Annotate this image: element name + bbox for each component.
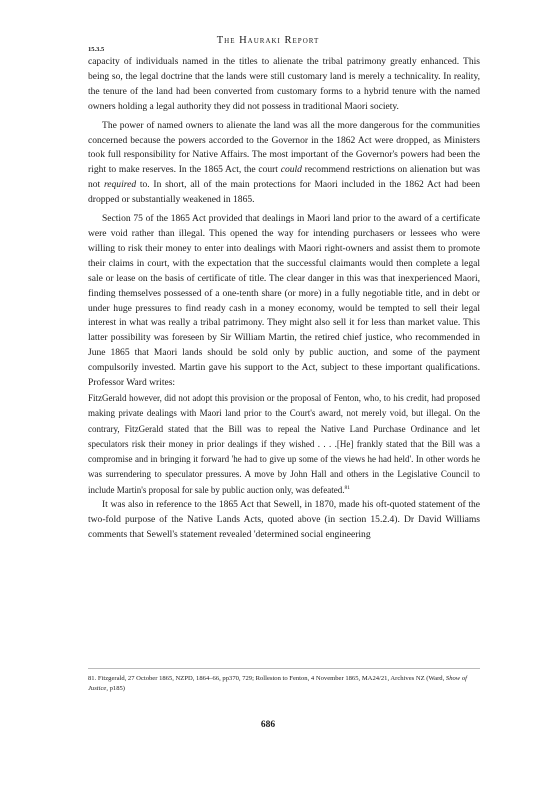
paragraph-2-text-a: The power of named owners to alienate the land was all the more dangerous for the communities concerned because the powers accorded to the Governor in the 1862 Act were dropped, as Ministers took full responsibility for Native Affairs. The most important of the Governor's powers had been the right to make reserves. In the 1865 Act, the court [88, 119, 480, 176]
emphasis-could: could [280, 164, 302, 176]
footnote-text-a: Fitzgerald, 27 October 1865, NZPD, 1864–66, pp370, 729; Rolleston to Fenton, 4 November 1865, MA24/21, Archives NZ (Ward, [97, 675, 445, 682]
footnote-ref: 81 [344, 484, 350, 491]
page-number: 686 [260, 720, 276, 730]
paragraph-3: Section 75 of the 1865 Act provided that dealings in Maori land prior to the award of a certificate were void rather than illegal. This opened the way for intending purchasers or lessees who were willing to risk their money to enter into dealings with Maori right-owners and assist them to promote their claims in court, with the expectation that the successful claimants would then complete a legal sale or lease on the basis of certificate of title. The clear danger in this was that inexperienced Maori, finding themselves possessed of a one-tenth share (or more) in a fully negotiable title, and in debt or under huge pressures to find ready cash in a money economy, would be tempted to sell their legal interest in what was really a tribal patrimony. They might also sell it for less than market value. This latter possibility was foreseen by Sir William Martin, the retired chief justice, who recommended in June 1865 that Maori lands should be sold only by public auction, and some of the payment compulsorily invested. Martin gave his support to the Act, subject to these important qualifications. Professor Ward writes: [88, 213, 480, 389]
block-quote [88, 391, 480, 498]
footnote [88, 674, 480, 694]
footnote-number: 81. [88, 675, 97, 682]
body-text [88, 55, 480, 543]
block-quote-text: FitzGerald however, did not adopt this provision or the proposal of Fenton, who, to his credit, had proposed making private dealings with Maori land prior to the Court's award, not merely void, but illegal. On the contrary, FitzGerald stated that the Bill was to repeal the Native Land Purchase Ordinance and let speculators risk their money in prior dealings if they wished . . . .[He] frankly stated that the Bill was a compromise and in bringing it forward 'he had to give up some of the views he had held'. In other words he was surrendering to speculator pressures. A move by John Hall and others in the Legislative Council to include Martin's proposal for sale by public auction only, was defeated. [88, 392, 480, 495]
paragraph-1: capacity of individuals named in the titles to alienate the tribal patrimony greatly enhanced. This being so, the legal doctrine that the lands were still customary land is merely a technicality. In reality, the tenure of the land had been converted from customary forms to a hybrid tenure with the named owners holding a legal authority they did not possess in traditional Maori society. [88, 56, 480, 112]
footnote-text-b: , p185) [106, 685, 125, 692]
emphasis-required: required [103, 179, 137, 191]
section-number: 15.3.5 [88, 46, 105, 53]
footnote-title: Show of Justice [88, 675, 467, 692]
footnote-divider [88, 668, 480, 669]
running-head: The Hauraki Report [216, 35, 320, 46]
paragraph-2-text-c: to. In short, all of the main protections for Maori included in the 1862 Act had been dropped or substantially weakened in 1865. [88, 179, 480, 206]
paragraph-4: It was also in reference to the 1865 Act that Sewell, in 1870, made his oft-quoted statement of the two-fold purpose of the Native Lands Acts, quoted above (in section 15.2.4). Dr David Williams comments that Sewell's statement revealed 'determined social engineering [88, 499, 480, 540]
paragraph-2 [88, 119, 480, 208]
paragraph-2-text-b: recommend restrictions on alienation but was not [88, 164, 481, 191]
